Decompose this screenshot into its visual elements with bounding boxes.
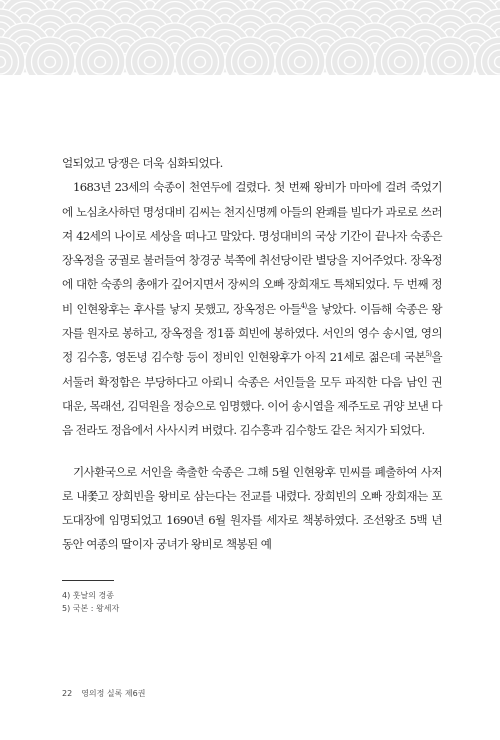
footnote-divider — [62, 580, 114, 581]
page-number: 22 — [62, 689, 73, 698]
page-footer — [62, 688, 145, 699]
footnote-ref-4: 4) — [300, 301, 307, 310]
paragraph-1 — [62, 151, 442, 175]
book-title: 영의정 실록 제6권 — [81, 689, 146, 698]
footnote-ref-5: 5) — [425, 350, 432, 359]
footnote-5: 5) 국본 : 왕세자 — [62, 604, 120, 613]
paragraph-2-text-c: 을 서둘러 확정함은 부당하다고 아뢰니 숙종은 서인들을 모두 파직한 다음 남인 권대운, 목래선, 김덕원을 정승으로 임명했다. 이어 송시열을 제주도로 귀양 보낸 다음 전라도 정읍에서 사사시켜 버렸다. 김수흥과 김수항도 같은 처지가 되었다. — [62, 350, 442, 438]
footnote-4: 4) 훗날의 경종 — [62, 591, 114, 600]
paragraph-2-text-b: 을 낳았다. 이듬해 숙종은 왕자를 원자로 봉하고, 장옥정을 정1품 희빈에 봉하였다. 서인의 영수 송시열, 영의정 김수흥, 영돈녕 김수항 등이 정비인 인현왕후가 아직 21세로 젊은데 국본 — [62, 301, 442, 365]
paragraph-3-text: 기사환국으로 서인을 축출한 숙종은 그해 5월 인현왕후 민씨를 폐출하여 사저로 내쫓고 장희빈을 왕비로 삼는다는 전교를 내렸다. 장희빈의 오빠 장희재는 포도대장에 임명되었고 1690년 6월 원자를 세자로 책봉하였다. 조선왕조 5백 년 동안 여종의 딸이자 궁녀가 왕비로 책봉된 예 — [62, 464, 442, 552]
wave-pattern-band — [0, 0, 500, 75]
footnotes — [62, 589, 442, 615]
paragraph-2 — [62, 175, 442, 442]
paragraph-3 — [62, 460, 442, 557]
body-text — [62, 151, 442, 557]
paragraph-2-text-a: 1683년 23세의 숙종이 천연두에 걸렸다. 첫 번째 왕비가 마마에 걸려 죽었기에 노심초사하던 명성대비 김씨는 천지신명께 아들의 완쾌를 빌다가 과로로 쓰러져 42세의 나이로 세상을 떠나고 말았다. 명성대비의 국상 기간이 끝나자 숙종은 장옥정을 궁궐로 불러들여 창경궁 북쪽에 취선당이란 별당을 지어주었다. 장옥정에 대한 숙종의 총애가 깊어지면서 장씨의 오빠 장희재도 특채되었다. 두 번째 정비 인현왕후는 후사를 낳지 못했고, 장옥정은 아들 — [62, 180, 442, 316]
paragraph-1-text: 얼되었고 당쟁은 더욱 심화되었다. — [62, 156, 223, 170]
